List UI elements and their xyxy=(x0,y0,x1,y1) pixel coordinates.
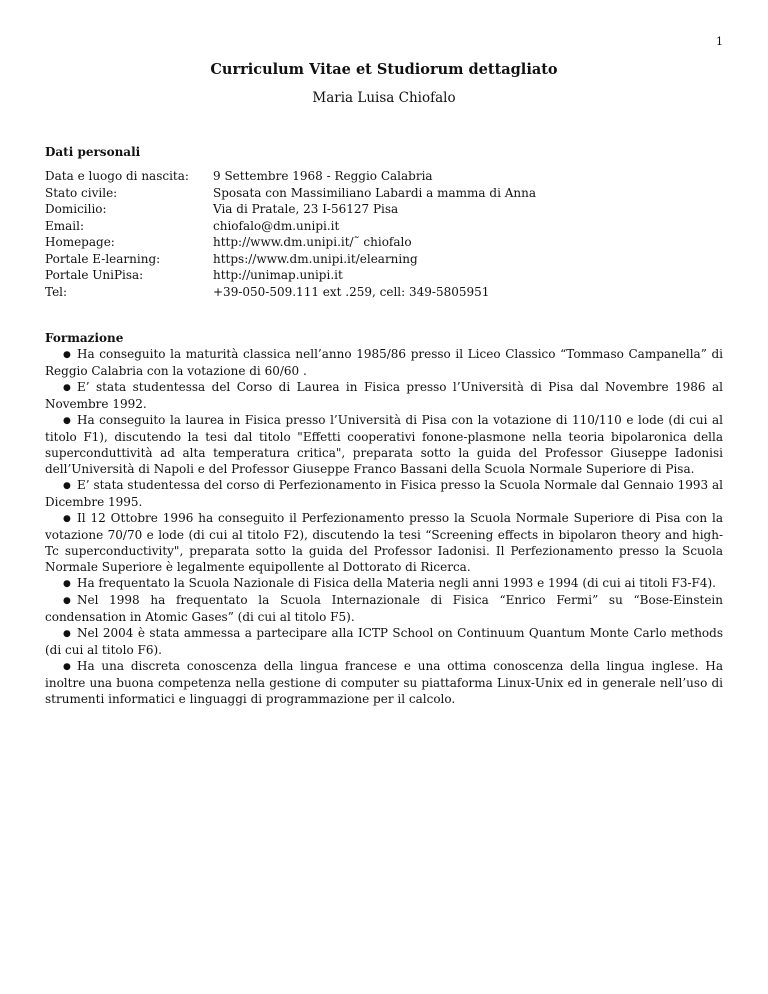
homepage-link[interactable]: http://www.dm.unipi.it/˜ chiofalo xyxy=(213,235,412,249)
bullet-icon: ● xyxy=(63,514,71,524)
list-item xyxy=(45,658,723,707)
author-name: Maria Luisa Chiofalo xyxy=(312,90,456,106)
personal-label: Homepage: xyxy=(45,235,115,249)
personal-row-unipisa xyxy=(45,267,536,284)
list-item-text: Ha conseguito la maturità classica nell’anno 1985/86 presso il Liceo Classico “Tommaso Campanella” di Reggio Calabria con la votazione di 60/60 . xyxy=(45,347,723,378)
personal-value: +39-050-509.111 ext .259, cell: 349-5805951 xyxy=(213,284,490,299)
list-item xyxy=(45,575,723,592)
bullet-icon: ● xyxy=(63,662,71,672)
list-item-text: Ha frequentato la Scuola Nazionale di Fisica della Materia negli anni 1993 e 1994 (di cui ai titoli F3-F4). xyxy=(77,576,716,590)
personal-label: Domicilio: xyxy=(45,202,107,216)
list-item-text: E’ stata studentessa del corso di Perfezionamento in Fisica presso la Scuola Normale dal Gennaio 1993 al Dicembre 1995. xyxy=(45,478,723,509)
bullet-icon: ● xyxy=(63,596,71,606)
personal-label: Tel: xyxy=(45,284,68,299)
education-list xyxy=(45,346,723,707)
bullet-icon: ● xyxy=(63,416,71,426)
page-number: 1 xyxy=(716,35,723,48)
email-link[interactable]: chiofalo@dm.unipi.it xyxy=(213,218,340,233)
list-item-text: E’ stata studentessa del Corso di Laurea in Fisica presso l’Università di Pisa dal Novembre 1986 al Novembre 1992. xyxy=(45,380,723,411)
personal-label: Portale E-learning: xyxy=(45,251,161,266)
personal-row-elearning xyxy=(45,251,536,268)
bullet-icon: ● xyxy=(63,579,71,589)
personal-row-homepage xyxy=(45,234,536,251)
personal-label: Email: xyxy=(45,218,85,233)
bullet-icon: ● xyxy=(63,350,71,360)
personal-row-birth xyxy=(45,168,536,185)
personal-row-civil-status xyxy=(45,185,536,202)
personal-data-table xyxy=(45,168,536,300)
list-item xyxy=(45,412,723,477)
list-item-text: Ha conseguito la laurea in Fisica presso l’Università di Pisa con la votazione di 110/110 e lode (di cui al titolo F1), discutendo la tesi dal titolo "Effetti cooperativi fonone-plasmone nella teoria bipolaronica della superconduttività ad alta temperatura critica", preparata sotto la guida del Professor Giuseppe Iadonisi dell’Università di Napoli e del Professor Giuseppe Franco Bassani della Scuola Normale Superiore di Pisa. xyxy=(45,413,723,476)
bullet-icon: ● xyxy=(63,383,71,393)
personal-value: 9 Settembre 1968 - Reggio Calabria xyxy=(213,169,433,183)
personal-label: Data e luogo di nascita: xyxy=(45,169,189,183)
list-item-text: Il 12 Ottobre 1996 ha conseguito il Perfezionamento presso la Scuola Normale Superiore di Pisa con la votazione 70/70 e lode (di cui al titolo F2), discutendo la tesi “Screening effects in bipolaron theory and high-Tc superconductivity", preparata sotto la guida del Professor Iadonisi. Il Perfezionamento presso la Scuola Normale Superiore è legalmente equipollente al Dottorato di Ricerca. xyxy=(45,511,723,574)
education-heading: Formazione xyxy=(45,331,124,345)
list-item-text: Ha una discreta conoscenza della lingua francese e una ottima conoscenza della lingua inglese. Ha inoltre una buona competenza nella gestione di computer su piattaforma Linux-Unix ed in generale nell’uso di strumenti informatici e linguaggi di programmazione per il calcolo. xyxy=(45,659,723,706)
personal-value: Sposata con Massimiliano Labardi a mamma di Anna xyxy=(213,185,536,200)
list-item-text: Nel 2004 è stata ammessa a partecipare alla ICTP School on Continuum Quantum Monte Carlo methods (di cui al titolo F6). xyxy=(45,626,723,657)
unipisa-link[interactable]: http://unimap.unipi.it xyxy=(213,268,343,282)
list-item xyxy=(45,477,723,510)
personal-label: Portale UniPisa: xyxy=(45,268,144,282)
title-block xyxy=(0,61,768,107)
list-item xyxy=(45,346,723,379)
bullet-icon: ● xyxy=(63,481,71,491)
list-item-text: Nel 1998 ha frequentato la Scuola Internazionale di Fisica “Enrico Fermi” su “Bose-Einstein condensation in Atomic Gases” (di cui al titolo F5). xyxy=(45,593,723,624)
list-item xyxy=(45,625,723,658)
personal-row-email xyxy=(45,218,536,235)
list-item xyxy=(45,592,723,625)
personal-label: Stato civile: xyxy=(45,185,118,200)
personal-row-address xyxy=(45,201,536,218)
bullet-icon: ● xyxy=(63,629,71,639)
personal-data-heading: Dati personali xyxy=(45,145,141,159)
personal-row-phone xyxy=(45,284,536,301)
personal-value: Via di Pratale, 23 I-56127 Pisa xyxy=(213,202,399,216)
elearning-link[interactable]: https://www.dm.unipi.it/elearning xyxy=(213,251,418,266)
list-item xyxy=(45,510,723,575)
list-item xyxy=(45,379,723,412)
document-title: Curriculum Vitae et Studiorum dettagliato xyxy=(210,61,558,78)
